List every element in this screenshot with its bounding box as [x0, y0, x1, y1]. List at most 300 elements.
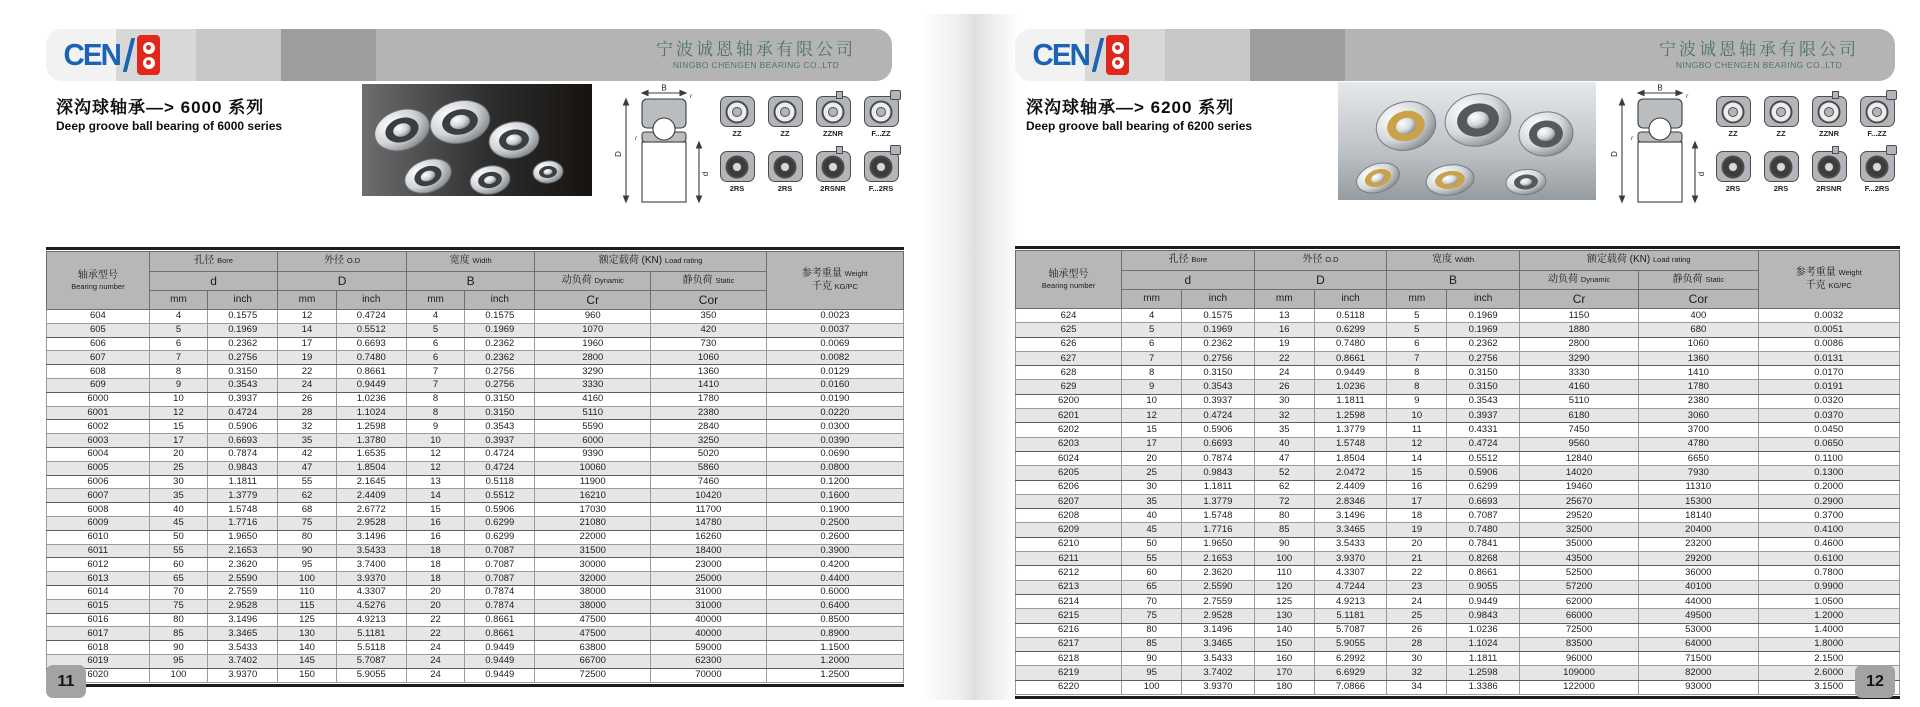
table-cell: 19460	[1519, 480, 1638, 494]
col-header-width: 宽度 Width	[406, 252, 535, 272]
table-row	[1016, 309, 1900, 323]
page-number-tab: 11	[46, 665, 86, 698]
table-cell: 1.9650	[1182, 537, 1254, 551]
table-cell: 40	[1122, 509, 1182, 523]
table-cell: 23	[1387, 580, 1447, 594]
table-row	[1016, 566, 1900, 580]
table-row	[47, 654, 904, 668]
table-row	[47, 447, 904, 461]
table-cell: 0.9055	[1447, 580, 1519, 594]
table-cell: 0.0131	[1758, 351, 1899, 365]
table-cell: 6012	[47, 558, 150, 572]
table-cell: 35	[1122, 494, 1182, 508]
table-cell: 4.9213	[1314, 594, 1386, 608]
table-cell: 35000	[1519, 537, 1638, 551]
bearing-fzz-icon	[864, 96, 899, 127]
table-cell: 10	[149, 392, 207, 406]
table-cell: 6018	[47, 641, 150, 655]
table-cell: 30	[1387, 652, 1447, 666]
table-cell: 0.1969	[1447, 309, 1519, 323]
table-cell: 24	[406, 654, 464, 668]
company-name-en: NINGBO CHENGEN BEARING CO.,LTD	[672, 60, 840, 71]
table-cell: 50	[149, 530, 207, 544]
table-row	[1016, 523, 1900, 537]
table-cell: 1.2500	[766, 668, 903, 682]
table-cell: 2.3620	[208, 558, 278, 572]
table-cell: 7	[1122, 351, 1182, 365]
logo-slash-icon	[123, 38, 135, 72]
table-cell: 5	[406, 323, 464, 337]
table-cell: 72	[1254, 494, 1314, 508]
col-header-load-rating: 额定载荷 (KN) Load rating	[1519, 251, 1758, 271]
table-cell: 1.7716	[1182, 523, 1254, 537]
company-name-en: NINGBO CHENGEN BEARING CO.,LTD	[1675, 60, 1843, 71]
table-row	[1016, 366, 1900, 380]
table-row	[1016, 480, 1900, 494]
table-cell: 2.9528	[336, 516, 406, 530]
table-cell: 0.2756	[465, 378, 535, 392]
table-cell: 628	[1016, 366, 1122, 380]
table-cell: 0.2362	[465, 351, 535, 365]
table-cell: 1780	[651, 392, 767, 406]
table-cell: 18140	[1639, 509, 1758, 523]
table-cell: 0.4724	[1447, 437, 1519, 451]
table-cell: 6013	[47, 572, 150, 586]
table-cell: 80	[149, 613, 207, 627]
table-cell: 0.0082	[766, 351, 903, 365]
col-header-width: 宽度 Width	[1387, 251, 1520, 271]
company-name	[1659, 40, 1859, 70]
table-cell: 3.7402	[208, 654, 278, 668]
table-row	[47, 461, 904, 475]
table-cell: 17	[1387, 494, 1447, 508]
table-row	[47, 337, 904, 351]
table-cell: 0.9449	[1314, 366, 1386, 380]
table-cell: 0.3543	[1182, 380, 1254, 394]
table-cell: 40100	[1639, 580, 1758, 594]
table-cell: 3.9370	[208, 668, 278, 682]
table-cell: 0.8900	[766, 627, 903, 641]
table-cell: 9560	[1519, 437, 1638, 451]
table-cell: 0.2600	[766, 530, 903, 544]
table-cell: 0.9843	[1182, 466, 1254, 480]
table-cell: 7.0866	[1314, 680, 1386, 694]
table-cell: 5.1181	[1314, 609, 1386, 623]
table-row	[1016, 580, 1900, 594]
table-cell: 1.2598	[1314, 409, 1386, 423]
table-cell: 0.0220	[766, 406, 903, 420]
table-cell: 5.9055	[1314, 637, 1386, 651]
table-cell: 120	[1254, 580, 1314, 594]
table-cell: 9	[1122, 380, 1182, 394]
table-cell: 0.7841	[1447, 537, 1519, 551]
table-cell: 0.3543	[1447, 394, 1519, 408]
table-cell: 1.2000	[1758, 609, 1899, 623]
table-cell: 3.5433	[208, 641, 278, 655]
table-row	[47, 310, 904, 324]
table-cell: 0.9449	[465, 641, 535, 655]
table-cell: 18	[406, 572, 464, 586]
table-cell: 70	[1122, 594, 1182, 608]
bearing-2rs-icon	[720, 151, 755, 182]
bearing-type-grid	[1714, 96, 1896, 193]
table-cell: 0.1900	[766, 503, 903, 517]
table-cell: 0.0160	[766, 378, 903, 392]
table-cell: 43500	[1519, 552, 1638, 566]
table-cell: 0.4200	[766, 558, 903, 572]
table-cell: 3.5433	[1182, 652, 1254, 666]
table-cell: 8	[406, 406, 464, 420]
table-cell: 0.0191	[1758, 380, 1899, 394]
svg-text:D: D	[614, 151, 623, 157]
table-cell: 6202	[1016, 423, 1122, 437]
table-cell: 0.0170	[1758, 366, 1899, 380]
table-cell: 0.2362	[1182, 337, 1254, 351]
table-cell: 6010	[47, 530, 150, 544]
table-cell: 20400	[1639, 523, 1758, 537]
table-row	[1016, 609, 1900, 623]
table-cell: 0.0650	[1758, 437, 1899, 451]
table-cell: 3.3465	[208, 627, 278, 641]
table-row	[47, 572, 904, 586]
table-cell: 5590	[535, 420, 651, 434]
table-cell: 115	[278, 599, 336, 613]
table-cell: 0.5512	[1447, 451, 1519, 465]
table-cell: 0.8500	[766, 613, 903, 627]
table-cell: 12	[149, 406, 207, 420]
table-cell: 95	[278, 558, 336, 572]
table-cell: 4.3307	[1314, 566, 1386, 580]
table-cell: 66000	[1519, 609, 1638, 623]
col-header-bore: 孔径 Bore	[1122, 251, 1255, 271]
table-cell: 6208	[1016, 509, 1122, 523]
table-cell: 145	[278, 654, 336, 668]
table-cell: 13	[406, 475, 464, 489]
table-cell: 0.0129	[766, 365, 903, 379]
table-cell: 65	[149, 572, 207, 586]
table-cell: 40	[1254, 437, 1314, 451]
table-cell: 6180	[1519, 409, 1638, 423]
bearing-type: F...2RS	[1858, 151, 1896, 193]
table-cell: 5110	[1519, 394, 1638, 408]
table-cell: 3.9370	[1182, 680, 1254, 694]
table-cell: 64000	[1639, 637, 1758, 651]
table-cell: 420	[651, 323, 767, 337]
table-cell: 14020	[1519, 466, 1638, 480]
table-cell: 22000	[535, 530, 651, 544]
col-header-cor: Cor	[651, 291, 767, 310]
table-cell: 0.9449	[1447, 594, 1519, 608]
table-row	[1016, 537, 1900, 551]
table-cell: 2.1500	[1758, 652, 1899, 666]
table-cell: 0.7087	[465, 544, 535, 558]
table-cell: 0.8268	[1447, 552, 1519, 566]
table-row	[47, 613, 904, 627]
table-cell: 62	[278, 489, 336, 503]
table-cell: 0.2362	[465, 337, 535, 351]
table-row	[1016, 394, 1900, 408]
table-cell: 0.5906	[1182, 423, 1254, 437]
table-cell: 130	[1254, 609, 1314, 623]
table-cell: 16	[1254, 323, 1314, 337]
table-cell: 8	[406, 392, 464, 406]
table-cell: 0.0023	[766, 310, 903, 324]
table-cell: 0.5512	[465, 489, 535, 503]
bearing-zz-icon	[720, 96, 755, 127]
table-cell: 75	[278, 516, 336, 530]
table-cell: 2.4409	[1314, 480, 1386, 494]
table-cell: 1.6535	[336, 447, 406, 461]
table-cell: 18	[406, 544, 464, 558]
col-header-weight: 参考重量 Weight 千克 KG/PC	[766, 252, 903, 310]
table-cell: 0.4724	[465, 447, 535, 461]
table-row	[1016, 466, 1900, 480]
col-header-B: B	[406, 272, 535, 291]
table-cell: 1.8000	[1758, 637, 1899, 651]
table-cell: 6016	[47, 613, 150, 627]
table-cell: 624	[1016, 309, 1122, 323]
table-cell: 2.9528	[1182, 609, 1254, 623]
table-cell: 38000	[535, 599, 651, 613]
series-title	[56, 98, 282, 133]
table-cell: 55	[1122, 552, 1182, 566]
table-cell: 0.6000	[766, 585, 903, 599]
company-logo	[1031, 35, 1129, 75]
table-row	[1016, 652, 1900, 666]
table-cell: 0.0032	[1758, 309, 1899, 323]
table-cell: 3.3465	[1314, 523, 1386, 537]
table-cell: 32	[1387, 666, 1447, 680]
bearing-2rs-icon	[1764, 151, 1799, 182]
table-cell: 12	[1387, 437, 1447, 451]
table-cell: 730	[651, 337, 767, 351]
table-cell: 1.8504	[1314, 451, 1386, 465]
table-row	[47, 641, 904, 655]
table-cell: 16	[1387, 480, 1447, 494]
table-cell: 0.3543	[465, 420, 535, 434]
table-cell: 0.5906	[465, 503, 535, 517]
table-cell: 1.1811	[1314, 394, 1386, 408]
col-header-mm: mm	[406, 291, 464, 310]
table-cell: 2380	[651, 406, 767, 420]
table-cell: 25670	[1519, 494, 1638, 508]
table-cell: 6213	[1016, 580, 1122, 594]
table-cell: 12	[406, 447, 464, 461]
table-cell: 95	[149, 654, 207, 668]
table-cell: 7930	[1639, 466, 1758, 480]
col-header-weight: 参考重量 Weight 千克 KG/PC	[1758, 251, 1899, 309]
table-cell: 30	[149, 475, 207, 489]
table-cell: 0.4724	[1182, 409, 1254, 423]
table-cell: 15	[1122, 423, 1182, 437]
table-cell: 6	[406, 351, 464, 365]
table-cell: 24	[1254, 366, 1314, 380]
table-cell: 4.7244	[1314, 580, 1386, 594]
bearing-type: 2RS	[1762, 151, 1800, 193]
table-cell: 80	[1122, 623, 1182, 637]
table-row	[47, 434, 904, 448]
table-cell: 6214	[1016, 594, 1122, 608]
table-cell: 10	[1122, 394, 1182, 408]
table-cell: 23200	[1639, 537, 1758, 551]
table-cell: 0.4100	[1758, 523, 1899, 537]
col-header-inch: inch	[1182, 290, 1254, 309]
table-cell: 6220	[1016, 680, 1122, 694]
table-cell: 29200	[1639, 552, 1758, 566]
table-cell: 47500	[535, 627, 651, 641]
table-cell: 6020	[47, 668, 150, 682]
table-cell: 3290	[535, 365, 651, 379]
table-cell: 0.7874	[208, 447, 278, 461]
table-cell: 12	[278, 310, 336, 324]
table-cell: 9	[406, 420, 464, 434]
company-name	[656, 40, 856, 70]
spec-table-6000	[46, 247, 904, 687]
table-cell: 1.1500	[766, 641, 903, 655]
bearing-cross-section-diagram	[1608, 84, 1708, 219]
table-cell: 11900	[535, 475, 651, 489]
table-cell: 19	[1387, 523, 1447, 537]
table-cell: 32500	[1519, 523, 1638, 537]
col-header-inch: inch	[336, 291, 406, 310]
table-cell: 2.8346	[1314, 494, 1386, 508]
table-cell: 32	[1254, 409, 1314, 423]
table-cell: 8	[1122, 366, 1182, 380]
table-cell: 3.9370	[336, 572, 406, 586]
table-cell: 150	[278, 668, 336, 682]
table-cell: 90	[278, 544, 336, 558]
table-cell: 5020	[651, 447, 767, 461]
table-cell: 0.1969	[465, 323, 535, 337]
table-cell: 5	[1122, 323, 1182, 337]
table-cell: 26	[1254, 380, 1314, 394]
page-number-tab: 12	[1855, 665, 1895, 698]
table-cell: 0.1200	[766, 475, 903, 489]
table-cell: 47	[1254, 451, 1314, 465]
table-cell: 0.6693	[1182, 437, 1254, 451]
col-header-dynamic: 动负荷 Dynamic	[1519, 271, 1638, 290]
table-cell: 627	[1016, 351, 1122, 365]
table-cell: 607	[47, 351, 150, 365]
svg-text:r: r	[690, 93, 693, 100]
table-cell: 100	[149, 668, 207, 682]
table-row	[47, 558, 904, 572]
table-cell: 52500	[1519, 566, 1638, 580]
table-cell: 18400	[651, 544, 767, 558]
table-cell: 53000	[1639, 623, 1758, 637]
table-cell: 26	[278, 392, 336, 406]
table-cell: 1.1811	[208, 475, 278, 489]
page-gutter	[922, 14, 1018, 700]
table-cell: 609	[47, 378, 150, 392]
table-cell: 0.7480	[1447, 523, 1519, 537]
table-cell: 2.6000	[1758, 666, 1899, 680]
table-cell: 0.2756	[465, 365, 535, 379]
logo-text: CEN	[1032, 37, 1089, 72]
table-row	[47, 489, 904, 503]
table-cell: 0.7087	[465, 558, 535, 572]
table-cell: 6	[149, 337, 207, 351]
table-cell: 75	[1122, 609, 1182, 623]
col-header-inch: inch	[208, 291, 278, 310]
table-cell: 0.8661	[465, 613, 535, 627]
table-cell: 6019	[47, 654, 150, 668]
table-cell: 85	[1122, 637, 1182, 651]
table-cell: 3700	[1639, 423, 1758, 437]
table-row	[1016, 337, 1900, 351]
bearing-2rs-icon	[768, 151, 803, 182]
table-cell: 6216	[1016, 623, 1122, 637]
series-title-cn: 深沟球轴承—> 6000 系列	[56, 98, 265, 117]
table-cell: 400	[1639, 309, 1758, 323]
table-cell: 30	[1254, 394, 1314, 408]
table-cell: 0.7874	[1182, 451, 1254, 465]
table-cell: 24	[1387, 594, 1447, 608]
table-row	[1016, 666, 1900, 680]
table-cell: 0.7087	[465, 572, 535, 586]
table-cell: 8	[1387, 380, 1447, 394]
table-cell: 350	[651, 310, 767, 324]
table-cell: 17	[149, 434, 207, 448]
table-cell: 6218	[1016, 652, 1122, 666]
table-cell: 1.0500	[1758, 594, 1899, 608]
table-cell: 6207	[1016, 494, 1122, 508]
table-cell: 70	[149, 585, 207, 599]
table-cell: 8	[149, 365, 207, 379]
table-cell: 150	[1254, 637, 1314, 651]
table-cell: 2.4409	[336, 489, 406, 503]
table-cell: 1.0236	[336, 392, 406, 406]
table-cell: 0.3150	[1447, 366, 1519, 380]
table-cell: 608	[47, 365, 150, 379]
table-cell: 0.0300	[766, 420, 903, 434]
table-cell: 1.9650	[208, 530, 278, 544]
table-row	[47, 406, 904, 420]
table-cell: 47	[278, 461, 336, 475]
page-header-bar	[46, 29, 892, 81]
table-cell: 83500	[1519, 637, 1638, 651]
table-cell: 45	[1122, 523, 1182, 537]
bearing-zz-icon	[768, 96, 803, 127]
table-cell: 160	[1254, 652, 1314, 666]
table-cell: 24	[278, 378, 336, 392]
bearing-2rsnr-icon	[1812, 151, 1847, 182]
col-header-mm: mm	[1387, 290, 1447, 309]
table-cell: 6201	[1016, 409, 1122, 423]
table-cell: 1410	[651, 378, 767, 392]
table-cell: 63800	[535, 641, 651, 655]
table-cell: 9	[149, 378, 207, 392]
table-row	[47, 516, 904, 530]
table-cell: 2.5590	[1182, 580, 1254, 594]
table-cell: 14	[406, 489, 464, 503]
table-cell: 40000	[651, 627, 767, 641]
table-cell: 52	[1254, 466, 1314, 480]
table-cell: 3290	[1519, 351, 1638, 365]
table-cell: 22	[406, 627, 464, 641]
table-cell: 12	[1122, 409, 1182, 423]
col-header-static: 静负荷 Static	[651, 272, 767, 291]
table-cell: 6210	[1016, 537, 1122, 551]
table-cell: 71500	[1639, 652, 1758, 666]
table-cell: 0.6299	[1447, 480, 1519, 494]
table-cell: 0.3937	[208, 392, 278, 406]
table-cell: 680	[1639, 323, 1758, 337]
table-cell: 6011	[47, 544, 150, 558]
table-cell: 25	[1122, 466, 1182, 480]
table-cell: 1410	[1639, 366, 1758, 380]
table-cell: 75	[149, 599, 207, 613]
